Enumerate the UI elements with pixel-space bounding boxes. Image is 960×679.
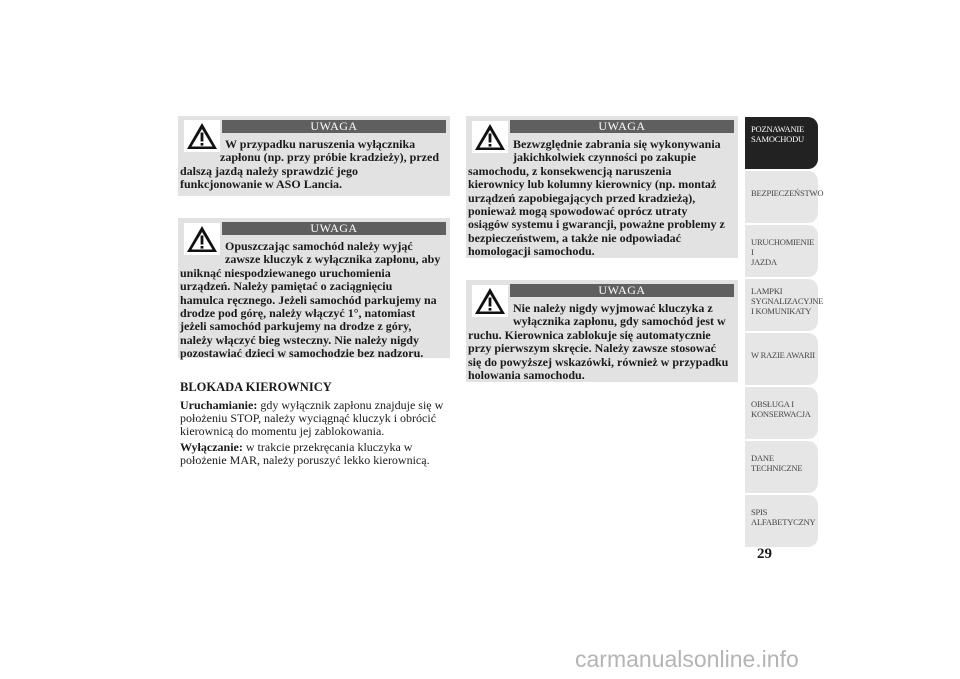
tab-lampki-sygnalizacyjne[interactable]: LAMPKI SYGNALIZACYJNE I KOMUNIKATY [745, 279, 818, 331]
warning-header: UWAGA [222, 222, 446, 235]
tab-spis-alfabetyczny[interactable]: SPIS ALFABETYCZNY [745, 495, 818, 547]
tab-obsluga-i-konserwacja[interactable]: OBSŁUGA I KONSERWACJA [745, 387, 818, 439]
page-number: 29 [757, 546, 772, 562]
warning-text: Opuszczając samochód należy wyjąć zawsze kluczyk z wyłącznika zapłonu, aby uniknąć niespodziewanego uruchomienia urządzeń. Należy pamiętać o zaciągnięciu hamulca ręcznego. Jeżeli samochód parkujemy na drodze pod górę, należy włączyć 1°, natomiast jeżeli samochód parkujemy na drodze z góry, należy włączyć bieg wsteczny. Nie należy nigdy pozostawiać dzieci w samochodzie bez nadzoru. [180, 239, 441, 361]
warning-box-2 [178, 218, 450, 361]
warning-text: Bezwzględnie zabrania się wykonywania jakichkolwiek czynności po zakupie samochodu, z konsekwencją naruszenia kierownicy lub kolumny kierownicy (np. montaż urządzeń zapobiegających przed kradzieżą), ponieważ mogą spowodować oprócz utraty osiągów systemu i gwarancji, poważne problemy z bezpieczeństwem, a także nie odpowiadać homologacji samochodu. [468, 137, 725, 259]
paragraph-wylaczanie: Wyłączanie: w trakcie przekręcania kluczyka w położenie MAR, należy poruszyć lekko kierownicą. [180, 440, 430, 468]
tab-bezpieczenstwo[interactable]: BEZPIECZEŃSTWO [745, 171, 818, 223]
warning-header: UWAGA [222, 120, 446, 133]
warning-box-4 [466, 280, 738, 382]
tab-poznawanie-samochodu[interactable]: POZNAWANIE SAMOCHODU [745, 117, 818, 169]
warning-box-1 [178, 116, 450, 196]
warning-header: UWAGA [510, 284, 734, 297]
warning-text: Nie należy nigdy wyjmować kluczyka z wyłącznika zapłonu, gdy samochód jest w ruchu. Kierownica zablokuje się automatycznie przy pierwszym skręcie. Należy zawsze stosować się do powyższej wskazówki, również w przypadku holowania samochodu. [468, 301, 729, 383]
warning-box-3 [466, 116, 738, 258]
tab-uruchomienie-i-jazda[interactable]: URUCHOMIENIE I JAZDA [745, 225, 818, 277]
paragraph-uruchamianie: Uruchamianie: gdy wyłącznik zapłonu znajduje się w położeniu STOP, należy wyciągnąć kluczyk i obrócić kierownicą do momentu jej zablokowania. [180, 398, 444, 439]
warning-header: UWAGA [510, 120, 734, 133]
tab-w-razie-awarii[interactable]: W RAZIE AWARII [745, 333, 818, 385]
warning-text: W przypadku naruszenia wyłącznika zapłonu (np. przy próbie kradzieży), przed dalszą jazdą należy sprawdzić jego funkcjonowanie w ASO Lancia. [180, 137, 439, 192]
tab-dane-techniczne[interactable]: DANE TECHNICZNE [745, 441, 818, 493]
watermark: carmanualsonline.info [575, 646, 799, 672]
section-title: BLOKADA KIEROWNICY [180, 380, 332, 394]
